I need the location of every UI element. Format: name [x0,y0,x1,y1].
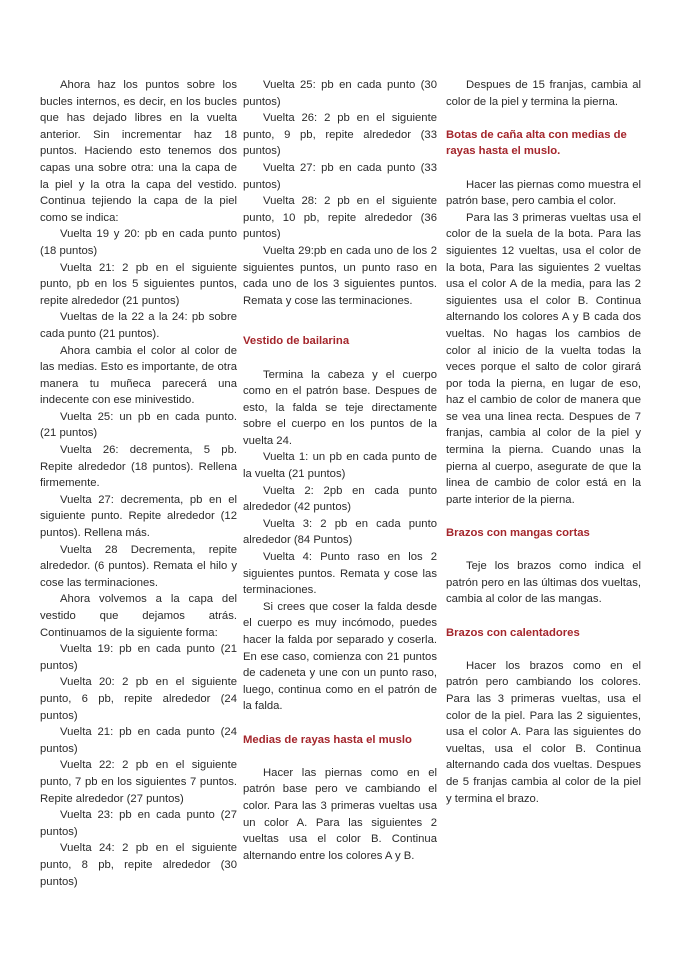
paragraph: Hacer las piernas como muestra el patrón base, pero cambia el color. [446,178,641,208]
section-heading: Brazos con mangas cortas [446,527,590,540]
paragraph: Ahora volvemos a la capa del vestido que dejamos atrás. Continuamos de la siguiente forma: [40,593,237,639]
section-heading: Botas de caña alta con medias de rayas hasta el muslo. [446,128,627,158]
paragraph: Vuelta 3: 2 pb en cada punto alrededor (84 Puntos) [243,517,437,547]
paragraph: Vuelta 29:pb en cada uno de los 2 siguientes puntos, un punto raso en cada uno de los 3 siguientes puntos. Remata y cose las terminaciones. [243,244,437,307]
paragraph: Vuelta 2: 2pb en cada punto alrededor (42 puntos) [243,484,437,514]
paragraph: Vuelta 1: un pb en cada punto de la vuelta (21 puntos) [243,451,437,481]
paragraph: Para las 3 primeras vueltas usa el color de la suela de la bota. Para las siguientes 12 vueltas, usa el color de la bota, Para las siguientes 2 vueltas usa el color A de la media, para las 2 siguientes usa el color B. Continua alternando los colores A y B cada dos vueltas. No hagas los cambios de color al inicio de la vuelta todas la veces porque el salto de color girará por toda la pierna, en lugar de eso, haz el cambio de color de manera que se vea una linea recta. Despues de 7 franjas, cambia al color de la piel y termina la pierna. Cuando unas la pierna al cuerpo, asegurate de que la linea de cambio de color está en la parte interior de la pierna. [446,211,641,506]
column-1 [40,77,237,890]
paragraph: Vuelta 27: pb en cada punto (33 puntos) [243,161,437,191]
paragraph: Vuelta 21: pb en cada punto (24 puntos) [40,726,237,755]
paragraph: Despues de 15 franjas, cambia al color de la piel y termina la pierna. [446,79,641,108]
paragraph: Vuelta 19: pb en cada punto (21 puntos) [40,643,237,672]
column-2 [243,77,437,864]
paragraph: Vuelta 28: 2 pb en el siguiente punto, 10 pb, repite alrededor (36 puntos) [243,195,437,241]
paragraph: Vuelta 22: 2 pb en el siguiente punto, 7 pb en los siguientes 7 puntos. Repite alrededor (27 puntos) [40,759,237,805]
paragraph: Vuelta 23: pb en cada punto (27 puntos) [40,809,237,838]
paragraph: Vuelta 25: pb en cada punto (30 puntos) [243,79,437,108]
paragraph: Vuelta 21: 2 pb en el siguiente punto, pb en los 5 siguientes puntos, repite alrededor (21 puntos) [40,261,237,307]
column-3 [446,77,641,807]
paragraph: Vuelta 4: Punto raso en los 2 siguientes puntos. Remata y cose las terminaciones. [243,551,437,597]
paragraph: Hacer los brazos como en el patrón pero cambiando los colores. Para las 3 primeras vueltas, usa el color de la piel. Para las 2 siguientes, usa el color A. Para las siguientes do vueltas, usa el color B. Continua alternando cada dos vueltas. Despues de 5 franjas cambia al color de la piel y termina el brazo. [446,659,641,805]
paragraph: Vuelta 26: 2 pb en el siguiente punto, 9 pb, repite alrededor (33 puntos) [243,112,437,158]
paragraph: Teje los brazos como indica el patrón pero en las últimas dos vueltas, cambia al color de las mangas. [446,560,641,606]
paragraph: Hacer las piernas como en el patrón base pero ve cambiando el color. Para las 3 primeras vueltas usa un color A. Para las siguientes 2 vueltas usa el color B. Continua alternando entre los colores A y B. [243,766,437,862]
paragraph: Vuelta 26: decrementa, 5 pb. Repite alrededor (18 puntos). Rellena firmemente. [40,444,237,490]
paragraph: Si crees que coser la falda desde el cuerpo es muy incómodo, puedes hacer la falda por separado y coserla. En ese caso, comienza con 21 puntos de cadeneta y une con un punto raso, luego, continua como en el patrón de la falda. [243,600,437,713]
paragraph: Ahora cambia el color al color de las medias. Esto es importante, de otra manera tu muñeca parecerá una indecente con ese minivestido. [40,344,237,407]
paragraph: Termina la cabeza y el cuerpo como en el patrón base. Despues de esto, la falda se teje directamente sobre el cuerpo en los puntos de la vuelta 24. [243,368,437,447]
section-heading: Brazos con calentadores [446,626,580,639]
paragraph: Vuelta 19 y 20: pb en cada punto (18 puntos) [40,228,237,257]
paragraph: Vuelta 27: decrementa, pb en el siguiente punto. Repite alrededor (12 puntos). Rellena más. [40,493,237,540]
paragraph: Vuelta 28 Decrementa, repite alrededor. (6 puntos). Remata el hilo y cose las terminaciones. [40,543,237,589]
paragraph: Vueltas de la 22 a la 24: pb sobre cada punto (21 puntos). [40,311,237,340]
paragraph: Vuelta 25: un pb en cada punto. (21 puntos) [40,410,237,440]
section-heading: Vestido de bailarina [243,335,350,348]
paragraph: Ahora haz los puntos sobre los bucles internos, es decir, en los bucles que has dejado libres en la vuelta anterior. Sin incrementar haz 18 puntos. Haciendo esto tenemos dos capas una sobre otra: una la capa de la piel y la otra la capa del vestido. Continua tejiendo la capa de la piel como se indica: [40,79,237,224]
paragraph: Vuelta 20: 2 pb en el siguiente punto, 6 pb, repite alrededor (24 puntos) [40,676,237,722]
paragraph: Vuelta 24: 2 pb en el siguiente punto, 8 pb, repite alrededor (30 puntos) [40,842,237,888]
section-heading: Medias de rayas hasta el muslo [243,733,412,746]
